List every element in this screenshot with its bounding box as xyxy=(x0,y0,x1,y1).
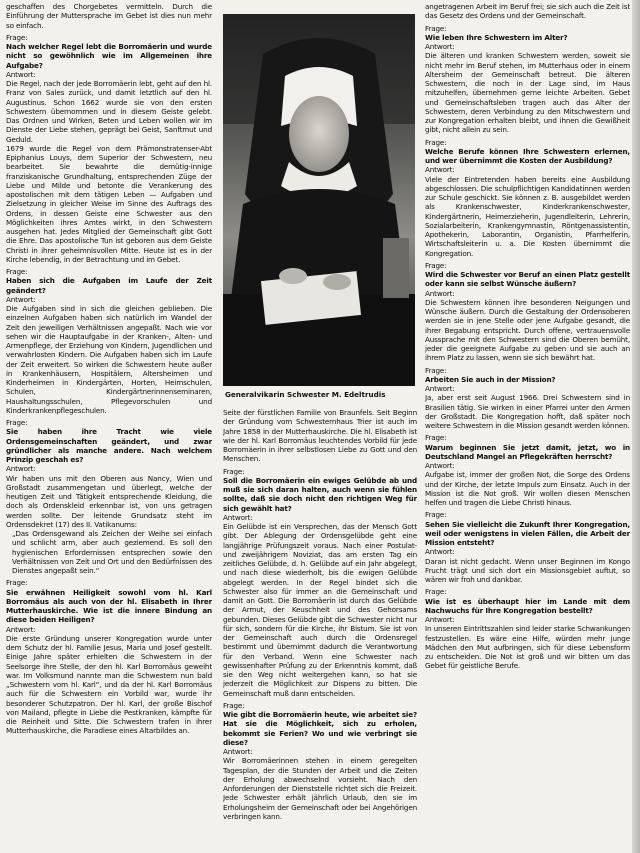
paragraph: 1679 wurde die Regel von dem Prämonstratenser-Abt Epiphanius Louys, dem Superior der Schwestern, neu bearbeitet. Sie bewahrte die demütig-innige franziskanische Grundhaltung, entsprechenden Züge der Liebe und Milde und betonte die Verankerung des apostolischen mit dem tätigen Leben — Aufgaben und Zielsetzung in gleicher Weise im Sinne des Auftrags des Ordens, in dessen Geiste eine Schwester aus den Möglichkeiten ihres Amtes wirkt, in den Schwestern ausgehen hat. Jedes Mitglied der Gemeinschaft gibt Gott die Ehre. Das apostolische Tun ist geboren aus dem Geiste Christi in ihrer geheimnisvollen Mitte. Heute ist es in der Kirche lebendig, in der Betrachtung und im Gebet. xyxy=(6,143,212,264)
interview-question xyxy=(6,267,212,295)
page-edge-shadow xyxy=(632,0,640,853)
interview-question xyxy=(425,587,630,615)
photo-image xyxy=(223,14,415,386)
answer-label: Antwort: xyxy=(6,624,36,634)
question-label: Frage: xyxy=(425,587,447,597)
interview-answer xyxy=(425,615,630,671)
interview-question xyxy=(6,578,212,624)
answer-label: Antwort: xyxy=(223,512,253,522)
answer-text: Wir haben uns mit den Oberen aus Nancy, Wien und Großstadt zusammengetan und überlegt, welche der heutigen Zeit und Tätigkeit entsprechende Kleidung, die doch als Ordenskleid erkennbar ist, von uns getragen werden sollte. Der leitende Grundsatz steht im Ordensdekret (17) des II. Vatikanums: xyxy=(6,473,212,529)
photo-nun-portrait xyxy=(223,14,415,386)
question-label: Frage: xyxy=(6,267,28,276)
interview-question xyxy=(425,138,630,166)
interview-answer xyxy=(223,513,417,698)
answer-label: Antwort: xyxy=(6,294,36,304)
answer-text: Wir Borromäerinnen stehen in einem geregelten Tagesplan, der die Stunden der Arbeit und die Zeiten der Erholung abwechselnd vorsieht. Nach den Anforderungen der Dienststelle richtet sich die Freizeit. Jede Schwester erhält jährlich Urlaub, den sie im Erholungsheim der Gemeinschaft oder bei Angehörigen verbringen kann. xyxy=(223,756,417,821)
interview-answer xyxy=(425,42,630,135)
question-text: Soll die Borromäerin ein ewiges Gelübde ab und muß sie sich daran halten, auch wenn sie fühlen sollte, daß sie doch nicht den richtigen Weg für sich gewählt hat? xyxy=(223,475,417,513)
interview-question xyxy=(6,33,212,70)
interview-answer xyxy=(223,747,417,821)
paragraph: Seite der fürstlichen Familie von Braunfels. Seit Beginn der Gründung vom Schwesternhaus Trier ist auch im Jahre 1858 in der Mutterhauskirche. Die hl. Elisabeth ist wie der hl. Karl Borromäus leuchtendes Vorbild für jede Borromäerin in ihrer selbstlosen Liebe zu Gott und den Menschen. xyxy=(223,408,417,464)
question-text: Sie erwähnen Heiligkeit sowohl vom hl. Karl Borromäus als auch von der hl. Elisabeth in Ihrer Mutterhauskirche. Wie ist die innere Bindung an diese beiden Heiligen? xyxy=(6,587,212,625)
interview-question xyxy=(425,366,630,385)
answer-label: Antwort: xyxy=(425,165,455,175)
answer-label: Antwort: xyxy=(223,747,253,756)
interview-answer xyxy=(425,289,630,363)
interview-answer xyxy=(6,70,212,144)
question-label: Frage: xyxy=(425,260,447,270)
question-label: Frage: xyxy=(425,365,447,375)
answer-text: Die Schwestern können ihre besonderen Neigungen und Wünsche äußern. Durch die Gestaltung der Ordensoberen werden sie in jene Stelle oder jene Aufgabe gesandt, die ihrer Begabung entspricht. Durch offene, vertrauensvolle Aussprache mit den Schwestern sind die Oberen bemüht, jeder die geeignete Aufgabe zu geben und sie auch an ihrem Platz zu lassen, wenn sie sich bewährt hat. xyxy=(425,297,630,363)
interview-answer xyxy=(425,384,630,430)
answer-text: In unseren Eintrittszahlen sind leider starke Schwankungen festzustellen. Es wäre eine Hilfe, würden mehr junge Mädchen den Mut aufbringen, sich für diese Lebensform zu entscheiden. Die Not ist groß und wir bitten um das Gebet für geistliche Berufe. xyxy=(425,624,630,671)
interview-answer xyxy=(6,625,212,736)
interview-answer xyxy=(425,165,630,258)
answer-label: Antwort: xyxy=(425,615,455,624)
interview-question xyxy=(425,433,630,461)
question-text: Wie leben Ihre Schwestern im Alter? xyxy=(425,32,568,42)
photo-caption: Generalvikarin Schwester M. Edeltrudis xyxy=(225,390,386,399)
answer-text: Die Regel, nach der jede Borromäerin lebt, geht auf den hl. Franz von Sales zurück, und damit letztlich auf den hl. Augustinus. Schon 1662 wurde sie von den ersten Schwestern übernommen und in diesem Geiste gelebt. Das Ordnen und Wirken, Beten und Leben wollen wir im Dienste der Liebe stehen, geprägt bei Geist, Sanftmut und Geduld. xyxy=(6,79,212,144)
answer-label: Antwort: xyxy=(425,547,455,557)
question-label: Frage: xyxy=(6,32,28,42)
answer-text: Ja, aber erst seit August 1966. Drei Schwestern sind in Brasilien tätig. Sie wirken in einer Pfarrei unter den Armen der Großstadt. Die Kongregation hofft, daß später noch weitere Schwestern in die Mission gesandt werden können. xyxy=(425,393,630,430)
interview-question xyxy=(425,510,630,547)
paragraph: angetragenen Arbeit im Beruf frei; sie sich auch die Zeit ist das Gesetz des Ordens und der Gemeinschaft. xyxy=(425,2,630,21)
interview-answer xyxy=(6,464,212,529)
question-label: Frage: xyxy=(223,700,245,710)
text-column-left xyxy=(6,2,212,853)
question-text: Haben sich die Aufgaben im Laufe der Zeit geändert? xyxy=(6,276,212,295)
question-label: Frage: xyxy=(425,433,447,443)
question-text: Sie haben ihre Tracht wie viele Ordensgemeinschaften geändert, und zwar gründlicher als manche andere. Nach welchem Prinzip geschah es? xyxy=(6,427,212,464)
question-text: Welche Berufe können Ihre Schwestern erlernen, und wer übernimmt die Kosten der Ausbildung? xyxy=(425,146,630,165)
question-text: Wie ist es überhaupt hier im Lande mit dem Nachwuchs für Ihre Kongregation bestellt? xyxy=(425,596,630,615)
answer-label: Antwort: xyxy=(425,384,455,393)
question-text: Warum beginnen Sie jetzt damit, jetzt, wo in Deutschland Mangel an Pflegekräften herrscht? xyxy=(425,442,630,461)
question-text: Sehen Sie vielleicht die Zukunft Ihrer Kongregation, weil oder wenigstens in vielen Fällen, die Arbeit der Mission entsteht? xyxy=(425,519,630,547)
interview-question xyxy=(223,467,417,513)
interview-answer xyxy=(425,547,630,584)
text-column-right xyxy=(425,2,630,853)
interview-question xyxy=(425,261,630,289)
answer-label: Antwort: xyxy=(425,461,455,470)
answer-text: Die erste Gründung unserer Kongregation wurde unter dem Schutz der hl. Familie Jesus, Maria und Josef gestellt. Einige Jahre später erhielten die Schwestern in der Seelsorge ihre Stelle, der den hl. Karl Borromäus geweiht war. Im Volksmund nannte man die Schwestern nun bald „Schwestern vom hl. Karl“, und da der hl. Karl Borromäus auch für die Schwestern ein Vorbild war, wurde ihr besonderer Schutzpatron. Der hl. Karl, der große Bischof von Mailand, pflegte in Liebe die Pestkranken, kämpfte für die Reinheit und Sitte. Die Schwestern trafen in ihrer Mutterhauskirche, die Paradiese eines Altarbildes an. xyxy=(6,633,212,736)
interview-question xyxy=(425,24,630,43)
text-column-middle xyxy=(223,408,417,853)
answer-label: Antwort: xyxy=(425,42,455,51)
question-text: Arbeiten Sie auch in der Mission? xyxy=(425,374,556,384)
paragraph: geschaffen des Chorgebetes vermitteln. Durch die Einführung der Muttersprache im Gebet ist dies nun mehr so einfach. xyxy=(6,2,212,30)
interview-question xyxy=(223,701,417,747)
question-text: Nach welcher Regel lebt die Borromäerin und wurde nicht so gewöhnlich wie im Allgemeinen ihre Aufgabe? xyxy=(6,42,212,70)
question-label: Frage: xyxy=(425,23,447,33)
interview-question xyxy=(6,418,212,464)
answer-text: Ein Gelübde ist ein Versprechen, das der Mensch Gott gibt. Der Ablegung der Ordensgelübde geht eine langjährige Prüfungszeit voraus. Nach einer Postulat- und zweijährigem Noviziat, das am ersten Tag ein zeitliches Gelübde, d. h. Gelübde auf ein Jahr abgelegt, und nach diese wiederholt, bis die ewigen Gelübde abgelegt werden. In der Regel bindet sich die Schwester also für immer an die Gemeinschaft und damit an Gott. Die Borromäerin ist durch das Gelübde der Armut, der Keuschheit und des Gehorsams gebunden. Dieses Gelübde gibt die Schwester nicht nur für sich, sondern für die Kirche, ihr Bistum. Sie ist von der Gemeinschaft auch durch die Ordensregel bestimmt und übernimmt dadurch die Verantwortung für den Verband. Wenn eine Schwester nach gewissenhafter Prüfung zu der Erkenntnis kommt, daß sie den Weg nicht weitergehen kann, so hat sie jederzeit die Möglichkeit zur Dispens zu bitten. Die Gemeinschaft muß dann entscheiden. xyxy=(223,522,417,698)
answer-text: Die Aufgaben sind in sich die gleichen geblieben. Die einzelnen Aufgaben haben sich natürlich im Wandel der Zeit den jeweiligen Verhältnissen angepaßt. Nach wie vor sehen wir die Hauptaufgabe in der Kranken-, Alten- und Armenpflege, der Erziehung von Kindern, Jugendlichen und verwahrlosten Kindern. Die Aufgaben haben sich im Laufe der Zeit erweitert. So wirken die Schwestern heute außer in Krankenhäusern, Hospitälern, Altersheimen und Kinderheimen in Kindergärten, Horten, Heimschulen, Schulen, Kindergärtnerinnenseminaren, Haushaltungsschulen, Pflegevorschulen und Kinderkrankenpflegeschulen. xyxy=(6,304,212,415)
question-label: Frage: xyxy=(223,466,245,476)
interview-answer xyxy=(425,461,630,507)
answer-label: Antwort: xyxy=(6,69,36,79)
answer-text: Die älteren und kranken Schwestern werden, soweit sie nicht mehr im Beruf stehen, im Mutterhaus oder in einem Altersheim der Gemeinschaft betreut. Die älteren Schwestern, die noch in der Lage sind, im Haus mitzuhelfen, übernehmen gerne leichte Arbeiten. Gebet und Gemeinschaftsleben tragen auch das Alter der Schwestern, deren Verbindung zu den Mitschwestern und zur Kongregation erhalten bleibt, und ihnen die Gewißheit gibt, nicht allein zu sein. xyxy=(425,51,630,135)
question-text: Wird die Schwester vor Beruf an einen Platz gestellt oder kann sie selbst Wünsche äußern? xyxy=(425,270,630,289)
question-label: Frage: xyxy=(425,510,447,520)
interview-answer xyxy=(6,295,212,415)
question-text: Wie gibt die Borromäerin heute, wie arbeitet sie? Hat sie die Möglichkeit, sich zu erholen, bekommt sie Ferien? Wo und wie verbringt sie diese? xyxy=(223,710,417,747)
answer-text: Aufgabe ist, immer der großen Not, die Sorge des Ordens und der Kirche, der letzte Impuls zum Einsatz. Auch in der Mission ist die Not groß. Wir wollen diesen Menschen helfen und tragen die Liebe Christi hinaus. xyxy=(425,470,630,507)
question-label: Frage: xyxy=(6,418,28,427)
answer-label: Antwort: xyxy=(6,464,36,474)
decree-quote: „Das Ordensgewand als Zeichen der Weihe sei einfach und schlicht arm, aber auch geziemend. Es soll den hygienischen Erfordernissen entsprechen sowie den Verhältnissen von Zeit und Ort und den Bedürfnissen des Dienstes angepaßt sein.“ xyxy=(12,529,212,575)
question-label: Frage: xyxy=(425,137,447,147)
answer-label: Antwort: xyxy=(425,288,455,298)
answer-text: Daran ist nicht gedacht. Wenn unser Beginnen im Kongo Frucht trägt und sich dort ein Missionsgebiet auftut, so wären wir froh und dankbar. xyxy=(425,556,630,584)
question-label: Frage: xyxy=(6,578,28,588)
answer-text: Viele der Eintretenden haben bereits eine Ausbildung abgeschlossen. Die schulpflichtigen Kandidatinnen werden zur Schule geschickt. Sie können z. B. ausgebildet werden als Krankenschwester, Kinderkrankenschwester, Kindergärtnerin, Heimerzieherin, Jugendleiterin, Lehrerin, Sozialarbeiterin, Krankengymnastin, Röntgenassistentin, Apothekerin, Laborantin, Organistin, Pfarrhelferin, Wirtschaftsleiterin u. a. Die Kosten übernimmt die Kongregation. xyxy=(425,174,630,258)
